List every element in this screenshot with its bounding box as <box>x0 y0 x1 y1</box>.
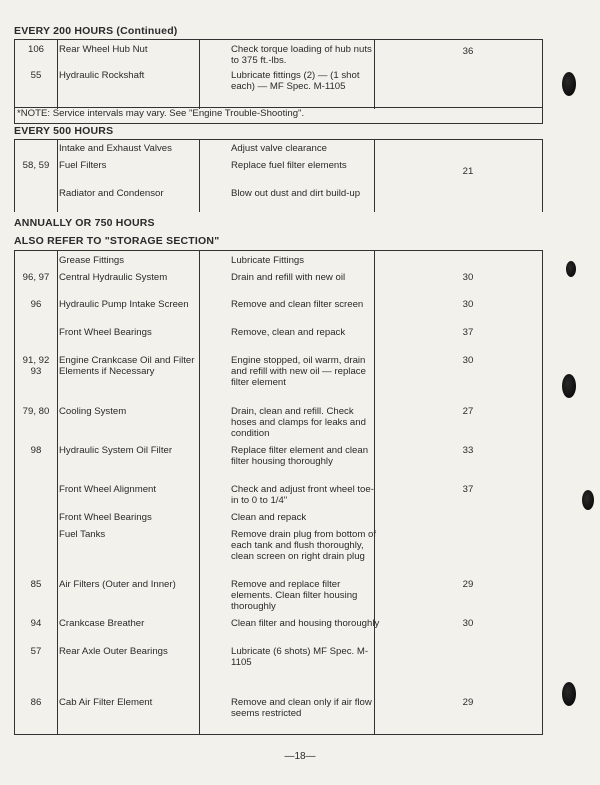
service-note: *NOTE: Service intervals may vary. See "Engine Trouble-Shooting". <box>15 107 542 121</box>
service-cell: Adjust valve clearance <box>231 143 327 154</box>
page-cell: 27 <box>462 406 474 417</box>
service-cell: Blow out dust and dirt build-up <box>231 188 361 199</box>
service-cell: Replace fuel filter elements <box>231 160 347 171</box>
service-cell: Replace filter element and clean filter housing thoroughly <box>231 445 369 468</box>
ref-cell: 96, 97 <box>22 272 50 283</box>
ref-cell: 55 <box>30 70 42 81</box>
service-cell: Lubricate Fittings <box>231 255 305 266</box>
service-cell: Remove, clean and repack <box>231 327 346 338</box>
component-cell: Cab Air Filter Element <box>59 697 153 708</box>
component-cell: Radiator and Condensor <box>59 188 164 199</box>
page-cell: 37 <box>462 484 474 495</box>
punch-hole <box>566 261 576 277</box>
component-cell: Central Hydraulic System <box>59 272 168 283</box>
punch-hole <box>582 490 594 510</box>
page-cell: 30 <box>462 618 474 629</box>
section-750-subheading: ALSO REFER TO "STORAGE SECTION" <box>14 235 220 247</box>
component-cell: Fuel Tanks <box>59 529 106 540</box>
ref-cell: 96 <box>30 299 42 310</box>
component-cell: Front Wheel Bearings <box>59 512 152 523</box>
section-200-heading: EVERY 200 HOURS (Continued) <box>14 25 178 37</box>
service-cell: Lubricate (6 shots) MF Spec. M-1105 <box>231 646 369 669</box>
service-cell: Lubricate fittings (2) — (1 shot each) — MF Spec. M-1105 <box>231 70 360 93</box>
section-500-heading: EVERY 500 HOURS <box>14 125 114 137</box>
service-cell: Remove drain plug from bottom of each tank and flush thoroughly, clean screen on right drain plug <box>231 529 377 563</box>
component-cell: Rear Axle Outer Bearings <box>59 646 168 657</box>
page-cell: 29 <box>462 697 474 708</box>
component-cell: Air Filters (Outer and Inner) <box>59 579 176 590</box>
punch-hole <box>562 72 576 96</box>
ref-cell: 94 <box>30 618 42 629</box>
ref-cell: 98 <box>30 445 42 456</box>
service-cell: Clean filter and housing thoroughly <box>231 618 380 629</box>
table-750-hours <box>14 250 543 735</box>
ref-cell: 79, 80 <box>22 406 50 417</box>
ref-cell: 106 <box>27 44 44 55</box>
component-cell: Front Wheel Alignment <box>59 484 157 495</box>
component-cell: Hydraulic Pump Intake Screen <box>59 299 189 310</box>
ref-cell: 85 <box>30 579 42 590</box>
table-500-hours <box>14 139 543 212</box>
page-cell: 21 <box>462 166 474 177</box>
component-cell: Grease Fittings <box>59 255 125 266</box>
ref-cell: 91, 92 93 <box>22 355 50 378</box>
service-cell: Check torque loading of hub nuts to 375 ft.-lbs. <box>231 44 372 67</box>
ref-cell: 58, 59 <box>22 160 50 171</box>
service-cell: Remove and clean filter screen <box>231 299 364 310</box>
ref-cell: 86 <box>30 697 42 708</box>
service-cell: Remove and clean only if air flow seems restricted <box>231 697 372 720</box>
service-cell: Clean and repack <box>231 512 307 523</box>
section-750-heading: ANNUALLY OR 750 HOURS <box>14 217 155 229</box>
service-cell: Remove and replace filter elements. Clean filter housing thoroughly <box>231 579 358 613</box>
ref-cell: 57 <box>30 646 42 657</box>
page-cell: 29 <box>462 579 474 590</box>
component-cell: Rear Wheel Hub Nut <box>59 44 148 55</box>
page-cell: 30 <box>462 299 474 310</box>
component-cell: Crankcase Breather <box>59 618 145 629</box>
component-cell: Front Wheel Bearings <box>59 327 152 338</box>
component-cell: Fuel Filters <box>59 160 107 171</box>
page-cell: 30 <box>462 272 474 283</box>
page-cell: 37 <box>462 327 474 338</box>
punch-hole <box>562 682 576 706</box>
component-cell: Cooling System <box>59 406 127 417</box>
component-cell: Intake and Exhaust Valves <box>59 143 172 154</box>
page-cell: 36 <box>462 46 474 57</box>
page-cell: 33 <box>462 445 474 456</box>
page-number: —18— <box>284 751 316 762</box>
page-cell: 30 <box>462 355 474 366</box>
service-cell: Drain, clean and refill. Check hoses and clamps for leaks and condition <box>231 406 366 440</box>
component-cell: Hydraulic System Oil Filter <box>59 445 173 456</box>
service-cell: Engine stopped, oil warm, drain and refill with new oil — replace filter element <box>231 355 366 389</box>
component-cell: Engine Crankcase Oil and Filter Elements if Necessary <box>59 355 195 378</box>
service-cell: Check and adjust front wheel toe-in to 0 to 1/4" <box>231 484 374 507</box>
table-200-hours <box>14 39 543 124</box>
component-cell: Hydraulic Rockshaft <box>59 70 145 81</box>
service-cell: Drain and refill with new oil <box>231 272 346 283</box>
punch-hole <box>562 374 576 398</box>
